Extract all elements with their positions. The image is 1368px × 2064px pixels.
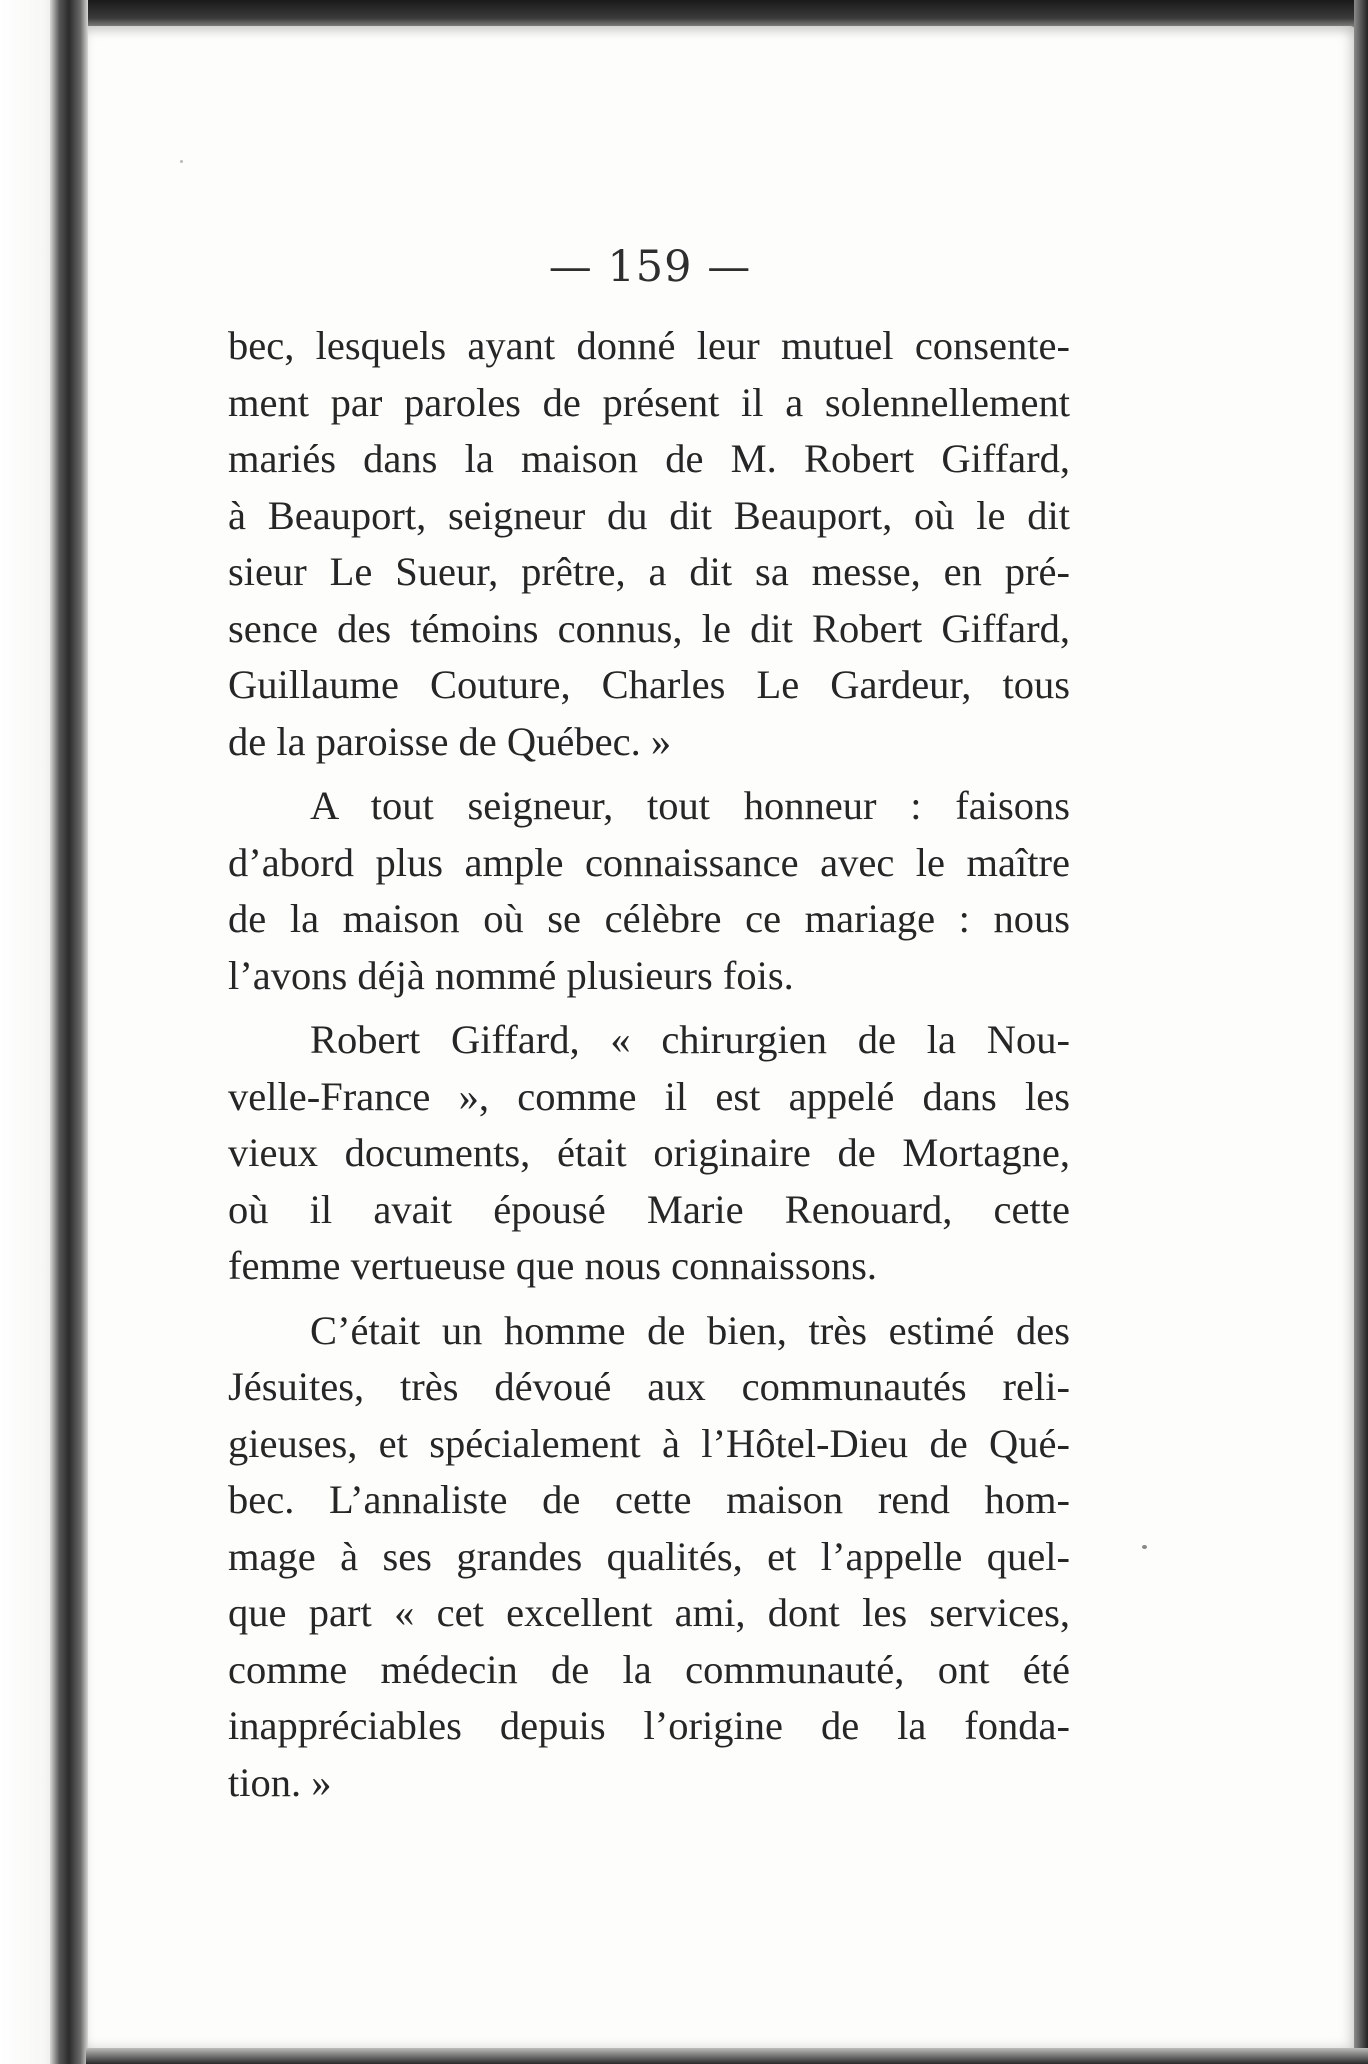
page-number: — 159 — <box>548 242 752 292</box>
text-line: vieux documents, était originaire de Mortagne, <box>228 1130 1070 1175</box>
text-line: où il avait épousé Marie Renouard, cette <box>228 1186 1070 1232</box>
text-line: sieur Le Sueur, prêtre, a dit sa messe, en pré- <box>228 549 1070 594</box>
paper-speck <box>180 160 183 163</box>
paragraph-1 <box>228 318 1070 770</box>
text-line: l’avons déjà nommé plusieurs fois. <box>228 952 794 998</box>
text-line: Robert Giffard, « chirurgien de la Nou- <box>310 1017 1070 1062</box>
text-line: C’était un homme de bien, très estimé des <box>310 1307 1070 1353</box>
book-gutter <box>50 0 88 2064</box>
text-line: ment par paroles de présent il a solennellement <box>228 379 1070 425</box>
text-line: Guillaume Couture, Charles Le Gardeur, tous <box>228 662 1070 707</box>
text-line: bec. L’annaliste de cette maison rend hom- <box>228 1477 1070 1522</box>
body-text <box>228 318 1070 1819</box>
text-line: femme vertueuse que nous connaissons. <box>228 1243 877 1288</box>
text-line: de la maison où se célèbre ce mariage : nous <box>228 896 1070 941</box>
bottom-scan-border <box>86 2048 1368 2064</box>
text-line: mariés dans la maison de M. Robert Giffard, <box>228 436 1070 481</box>
text-line: gieuses, et spécialement à l’Hôtel-Dieu de Qué- <box>228 1420 1070 1466</box>
text-line: comme médecin de la communauté, ont été <box>228 1646 1070 1692</box>
text-line: que part « cet excellent ami, dont les services, <box>228 1590 1070 1635</box>
paragraph-3 <box>228 1012 1070 1295</box>
right-scan-border <box>1354 0 1368 2064</box>
text-line: A tout seigneur, tout honneur : faisons <box>310 783 1070 828</box>
text-line: mage à ses grandes qualités, et l’appelle quel- <box>228 1533 1070 1579</box>
text-line: sence des témoins connus, le dit Robert Giffard, <box>228 605 1070 651</box>
text-line: à Beauport, seigneur du dit Beauport, où le dit <box>228 492 1070 538</box>
text-line: d’abord plus ample connaissance avec le maître <box>228 839 1070 885</box>
paper-speck <box>1142 1545 1147 1549</box>
text-line: inappréciables depuis l’origine de la fonda- <box>228 1703 1070 1748</box>
paragraph-2 <box>228 778 1070 1004</box>
text-line: de la paroisse de Québec. » <box>228 718 672 764</box>
paragraph-4 <box>228 1303 1070 1812</box>
text-line: velle-France », comme il est appelé dans les <box>228 1073 1070 1119</box>
text-line: bec, lesquels ayant donné leur mutuel consente- <box>228 323 1070 368</box>
text-line: tion. » <box>228 1759 332 1805</box>
text-line: Jésuites, très dévoué aux communautés reli- <box>228 1364 1070 1409</box>
